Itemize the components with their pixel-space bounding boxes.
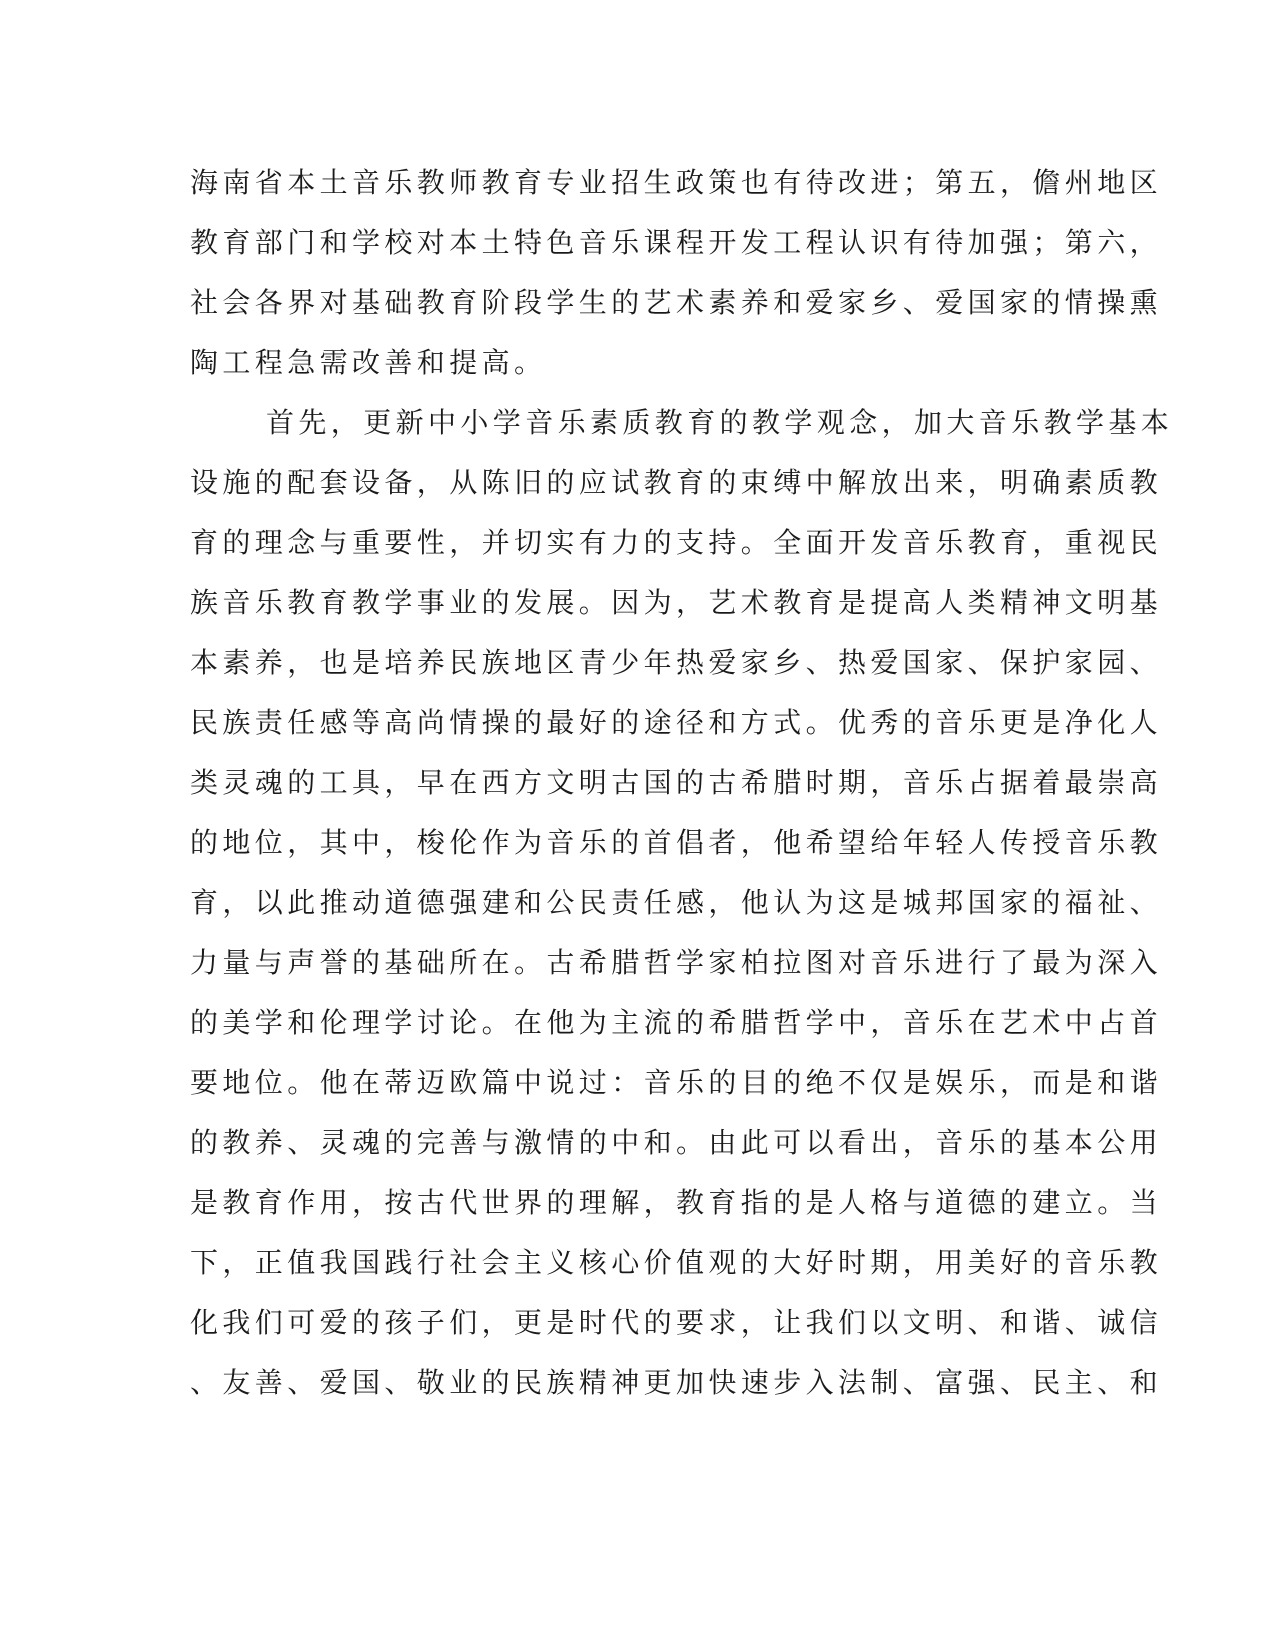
text-line: 的地位，其中，梭伦作为音乐的首倡者，他希望给年轻人传授音乐教 <box>190 826 1163 859</box>
text-line: 下，正值我国践行社会主义核心价值观的大好时期，用美好的音乐教 <box>190 1246 1163 1279</box>
text-line: 民族责任感等高尚情操的最好的途径和方式。优秀的音乐更是净化人 <box>190 706 1163 739</box>
text-line: 育的理念与重要性，并切实有力的支持。全面开发音乐教育，重视民 <box>190 526 1163 559</box>
text-line: 族音乐教育教学事业的发展。因为，艺术教育是提高人类精神文明基 <box>190 586 1163 619</box>
text-line: 要地位。他在蒂迈欧篇中说过：音乐的目的绝不仅是娱乐，而是和谐 <box>190 1066 1163 1099</box>
text-line: 类灵魂的工具，早在西方文明古国的古希腊时期，音乐占据着最崇高 <box>190 766 1163 799</box>
text-line: 力量与声誉的基础所在。古希腊哲学家柏拉图对音乐进行了最为深入 <box>190 946 1163 979</box>
text-line: 教育部门和学校对本土特色音乐课程开发工程认识有待加强；第六， <box>190 226 1163 259</box>
text-line: 化我们可爱的孩子们，更是时代的要求，让我们以文明、和谐、诚信 <box>190 1306 1163 1339</box>
text-line: 是教育作用，按古代世界的理解，教育指的是人格与道德的建立。当 <box>190 1186 1163 1219</box>
text-line: 社会各界对基础教育阶段学生的艺术素养和爱家乡、爱国家的情操熏 <box>190 286 1163 319</box>
text-line: 的教养、灵魂的完善与激情的中和。由此可以看出，音乐的基本公用 <box>190 1126 1163 1159</box>
text-line: 本素养，也是培养民族地区青少年热爱家乡、热爱国家、保护家园、 <box>190 646 1163 679</box>
text-line: 陶工程急需改善和提高。 <box>190 346 547 379</box>
text-line: 设施的配套设备，从陈旧的应试教育的束缚中解放出来，明确素质教 <box>190 466 1163 499</box>
text-line: 的美学和伦理学讨论。在他为主流的希腊哲学中，音乐在艺术中占首 <box>190 1006 1163 1039</box>
text-line: 育，以此推动道德强建和公民责任感，他认为这是城邦国家的福祉、 <box>190 886 1163 919</box>
text-line: 、友善、爱国、敬业的民族精神更加快速步入法制、富强、民主、和 <box>190 1366 1163 1399</box>
text-line: 海南省本土音乐教师教育专业招生政策也有待改进；第五，儋州地区 <box>190 166 1163 199</box>
text-line: 首先，更新中小学音乐素质教育的教学观念，加大音乐教学基本 <box>266 406 1174 439</box>
